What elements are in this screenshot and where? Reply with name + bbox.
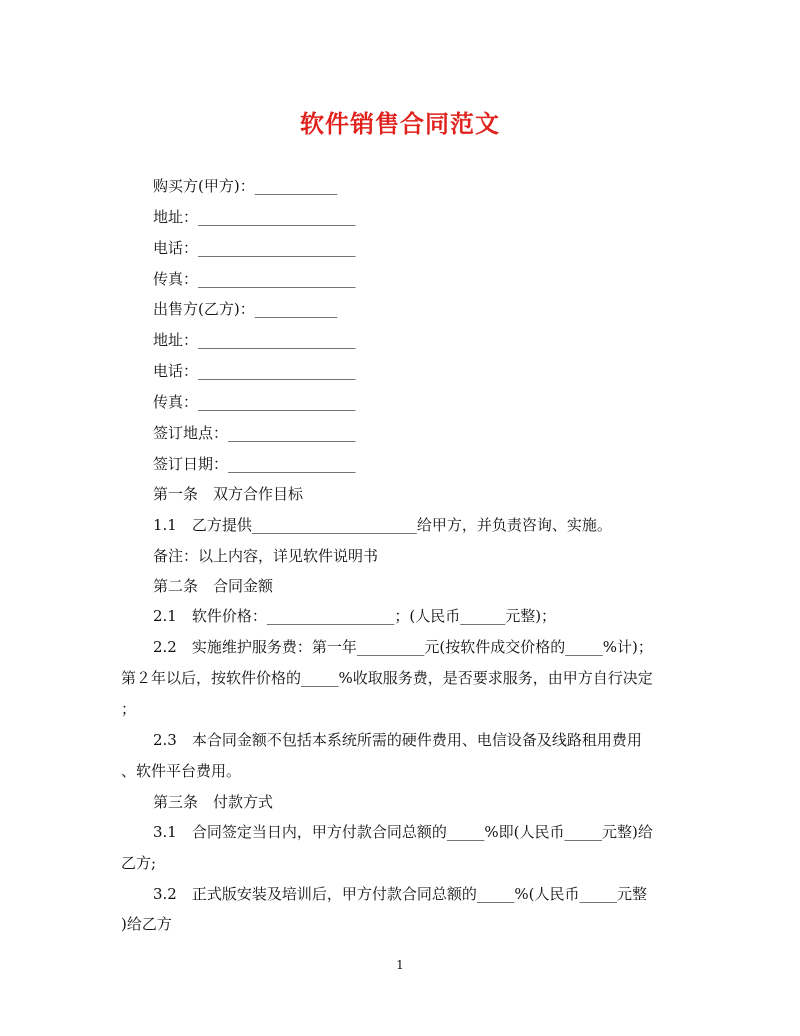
- buyer-phone-line: 电话：_____________________: [153, 239, 356, 257]
- clause-2-2-end: ；: [121, 700, 137, 718]
- signing-date-line: 签订日期：_________________: [153, 455, 356, 473]
- clause-3-2: 3.2 正式版安装及培训后，甲方付款合同总额的_____%(人民币_____元整: [153, 885, 647, 903]
- clause-1-1: 1.1 乙方提供______________________给甲方，并负责咨询、实施。: [153, 516, 612, 534]
- clause-2-3-continued: 、软件平台费用。: [121, 762, 242, 780]
- clause-2-1: 2.1 软件价格：_________________；(人民币______元整)；: [153, 607, 557, 625]
- clause-2-2-continued: 第２年以后，按软件价格的_____%收取服务费，是否要求服务，由甲方自行决定: [121, 669, 653, 687]
- seller-address-line: 地址：_____________________: [153, 331, 356, 349]
- article-2-heading: 第二条 合同金额: [153, 577, 274, 595]
- remark-line: 备注：以上内容，详见软件说明书: [153, 547, 379, 565]
- article-3-heading: 第三条 付款方式: [153, 793, 274, 811]
- buyer-name-line: 购买方(甲方)：___________: [153, 177, 338, 195]
- seller-phone-line: 电话：_____________________: [153, 362, 356, 380]
- clause-2-3: 2.3 本合同金额不包括本系统所需的硬件费用、电信设备及线路租用费用: [153, 731, 642, 749]
- seller-fax-line: 传真：_____________________: [153, 393, 356, 411]
- document-title: 软件销售合同范文: [300, 109, 500, 138]
- buyer-address-line: 地址：_____________________: [153, 208, 356, 226]
- clause-3-1: 3.1 合同签定当日内，甲方付款合同总额的_____%即(人民币_____元整)给: [153, 823, 653, 841]
- seller-name-line: 出售方(乙方)：___________: [153, 300, 338, 318]
- clause-3-1-continued: 乙方;: [121, 854, 157, 872]
- clause-3-2-continued: )给乙方: [121, 915, 172, 933]
- page-number: 1: [396, 958, 404, 972]
- clause-2-2: 2.2 实施维护服务费：第一年_________元(按软件成交价格的_____%计)；: [153, 638, 653, 656]
- buyer-fax-line: 传真：_____________________: [153, 270, 356, 288]
- signing-place-line: 签订地点：_________________: [153, 424, 356, 442]
- article-1-heading: 第一条 双方合作目标: [153, 485, 304, 503]
